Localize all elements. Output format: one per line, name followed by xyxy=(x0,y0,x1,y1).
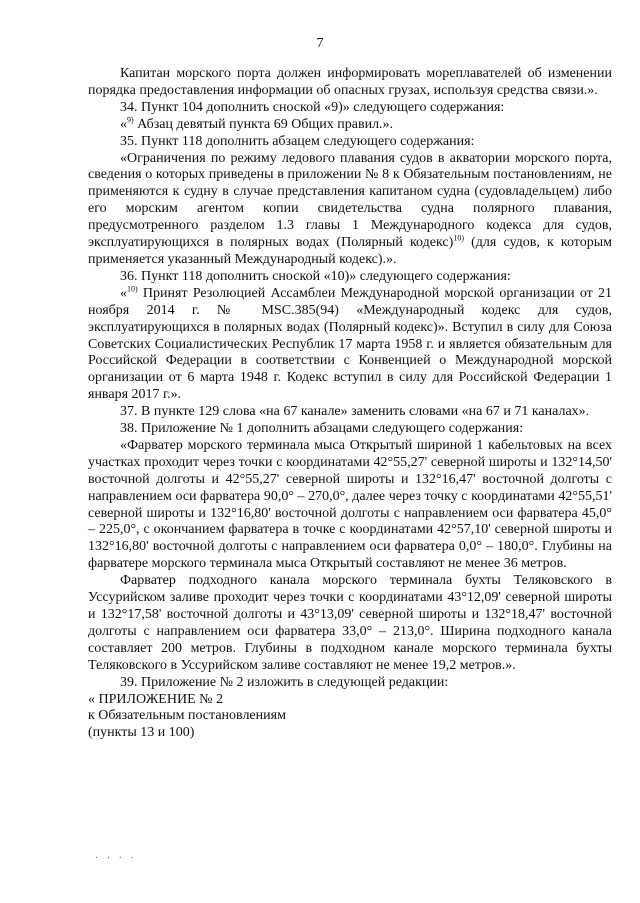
paragraph-footnote-9 xyxy=(88,117,612,134)
ice-text: «Ограничения по режиму ледового плавания судов в акватории морского порта, сведения о которых приведены в приложении № 8 к Обязательным постановлениям, не применяются к судну в случае представления капитаном судна (судовладельцем) либо его морским агентом копии свидетельства судна полярного плавания, предусмотренного разделом 1.3 главы 1 Международного кодекса для судов, эксплуатирующихся в полярных водах (Полярный кодекс) xyxy=(88,150,612,251)
appendix-subtitle: к Обязательным постановлениям xyxy=(88,708,286,724)
paragraph-35: 35. Пункт 118 дополнить абзацем следующего содержания: xyxy=(120,133,475,149)
appendix-title: « ПРИЛОЖЕНИЕ № 2 xyxy=(88,691,223,707)
margin-mark: · · · · xyxy=(95,853,137,864)
paragraph-36: 36. Пункт 118 дополнить сноской «10)» следующего содержания: xyxy=(120,268,511,284)
open-quote-2: « xyxy=(120,285,127,301)
open-quote: « xyxy=(120,116,127,132)
paragraph-fairway-telyakovsky: Фарватер подходного канала морского терминала бухты Теляковского в Уссурийском заливе проходит через точки с координатами 43°12,09' северной широты и 132°17,58' восточной долготы и 43°13,09' северной широты и 132°18,47' восточной долготы с направлением оси фарватера 33,0° – 213,0°. Ширина подходного канала составляет 200 метров. Глубины в подходном канале морского терминала бухты Теляковского в Уссурийском заливе составляют не менее 19,2 метров.». xyxy=(88,573,612,673)
paragraph-38: 38. Приложение № 1 дополнить абзацами следующего содержания: xyxy=(120,421,524,437)
document-body xyxy=(88,66,612,742)
paragraph-captain: Капитан морского порта должен информировать мореплавателей об изменении порядка предоставления информации об опасных грузах, используя средства связи.». xyxy=(88,66,612,98)
paragraph-ice-restrictions xyxy=(88,151,612,269)
paragraph-34: 34. Пункт 104 дополнить сноской «9)» следующего содержания: xyxy=(120,99,505,115)
paragraph-footnote-10 xyxy=(88,286,612,404)
paragraph-39: 39. Приложение № 2 изложить в следующей редакции: xyxy=(120,674,449,690)
paragraph-fairway-otkryty: «Фарватер морского терминала мыса Открытый шириной 1 кабельтовых на всех участках проходит через точки с координатами 42°55,27' северной широты и 132°14,50' восточной долготы и 42°55,27' северной широты и 132°16,47' восточной долготы с направлением оси фарватера 90,0° – 270,0°, далее через точку с координатами 42°55,51' северной широты и 132°16,80' восточной долготы с направлением оси фарватера 45,0° – 225,0°, с окончанием фарватера в точке с координатами 42°57,10' северной широты и 132°16,80' восточной долготы с направлением оси фарватера 0,0° – 180,0°. Глубины на фарватере морского терминала мыса Открытый составляют не менее 36 метров. xyxy=(88,437,612,572)
footnote-mark-10: 10) xyxy=(453,233,464,243)
footnote-mark-9: 9) xyxy=(127,115,134,125)
footnote-9-text: Абзац девятый пункта 69 Общих правил.». xyxy=(137,116,394,132)
paragraph-37: 37. В пункте 129 слова «на 67 канале» заменить словами «на 67 и 71 каналах». xyxy=(120,404,590,420)
appendix-points: (пункты 13 и 100) xyxy=(88,725,195,741)
page-number: 7 xyxy=(316,36,324,51)
ice-text-end: (для судов, к которым применяется указанный Международный кодекс).». xyxy=(88,235,613,267)
appendix-header xyxy=(88,692,612,743)
footnote-10-text: Принят Резолюцией Ассамблеи Международной морской организации от 21 ноября 2014 г. № MSC.385(94) «Международный кодекс для судов, эксплуатирующихся в полярных водах (Полярный кодекс)». Вступил в силу для Союза Советских Социалистических Республик 17 марта 1958 г. и является обязательным для Российской Федерации в соответствии с Конвенцией о Международной морской организации от 6 марта 1948 г. Кодекс вступил в силу для Российской Федерации 1 января 2017 г.». xyxy=(88,285,613,403)
footnote-mark-10b: 10) xyxy=(127,284,138,294)
